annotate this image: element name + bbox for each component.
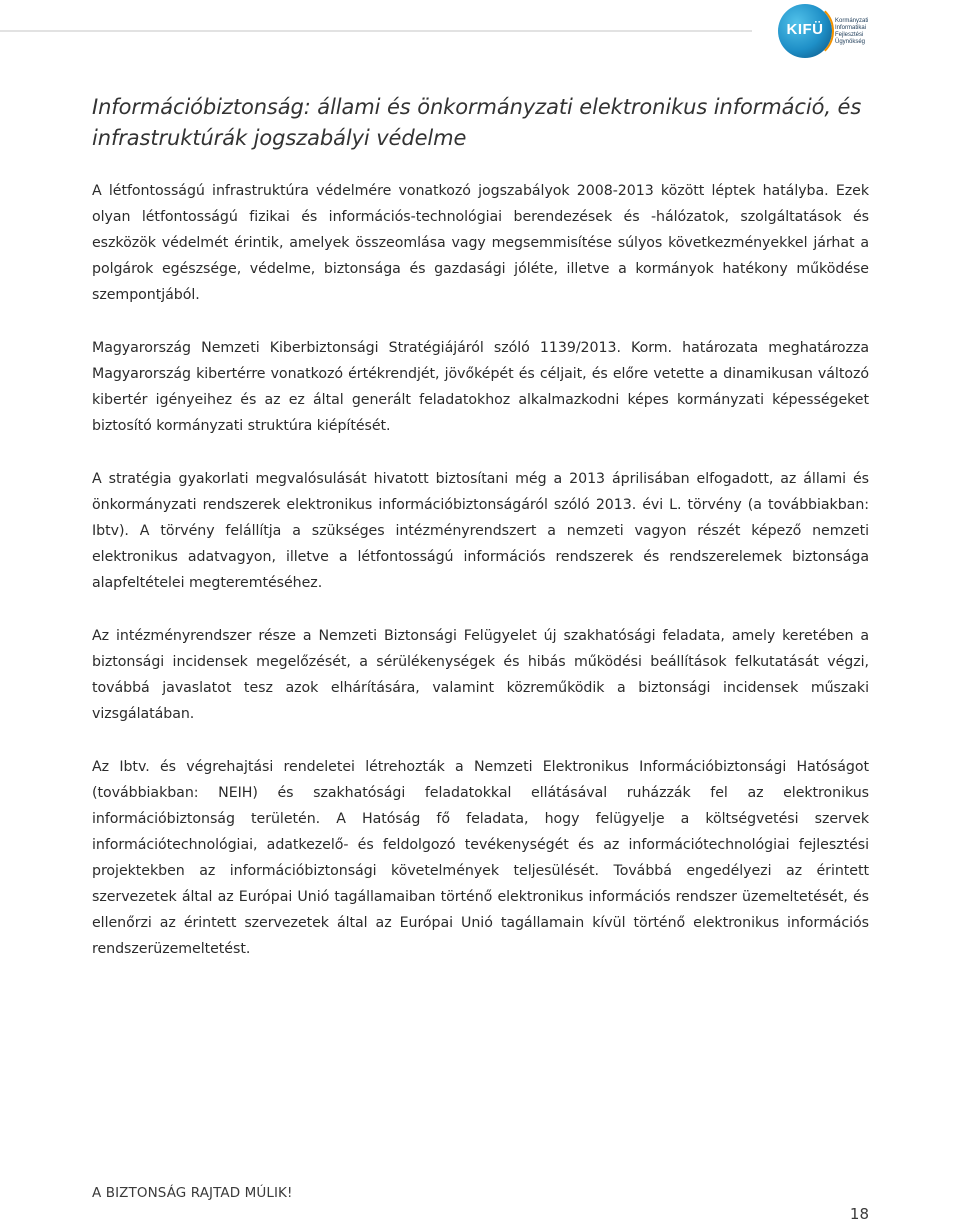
page-number: 18: [849, 1205, 869, 1223]
kifu-logo: [778, 4, 958, 60]
logo-line: Fejlesztési: [835, 32, 864, 38]
paragraph: Magyarország Nemzeti Kiberbiztonsági Stratégiájáról szóló 1139/2013. Korm. határozata meghatározza Magyarország kibertérre vonatkozó értékrendjét, jövőképét és céljait, és előre vetette a dinamikusan változó kibertér igényeihez és az ez által generált feladatokhoz alkalmazkodni képes kormányzati képességeket biztosító kormányzati struktúra kiépítését.: [92, 340, 869, 434]
paragraph: Az intézményrendszer része a Nemzeti Biztonsági Felügyelet új szakhatósági feladata, amely keretében a biztonsági incidensek megelőzését, a sérülékenységek és hibás működési beállítások felkutatását végzi, továbbá javaslatot tesz azok elhárítására, valamint közreműködik a biztonsági incidensek műszaki vizsgálatában.: [92, 628, 869, 722]
logo-line: Ügynökség: [835, 39, 866, 45]
logo-agency-name: [835, 18, 868, 46]
paragraph: A stratégia gyakorlati megvalósulását hivatott biztosítani még a 2013 áprilisában elfogadott, az állami és önkormányzati rendszerek elektronikus információbiztonságáról szóló 2013. évi L. törvény (a továbbiakban: Ibtv). A törvény felállítja a szükséges intézményrendszert a nemzeti vagyon részét képező nemzeti elektronikus adatvagyon, illetve a létfontosságú információs rendszerek és rendszerelemek biztonsága alapfeltételei megteremtéséhez.: [92, 471, 869, 591]
logo-line: Informatikai: [835, 25, 867, 31]
article: [92, 92, 869, 962]
paragraph: A létfontosságú infrastruktúra védelmére vonatkozó jogszabályok 2008-2013 között léptek hatályba. Ezek olyan létfontosságú fizikai és információs-technológiai berendezések és -hálózatok, szolgáltatások és eszközök védelmét érintik, amelyek összeomlása vagy megsemmisítése súlyos következményekkel járhat a polgárok egészsége, védelme, biztonsága és gazdasági jóléte, illetve a kormányok hatékony működése szempontjából.: [92, 183, 869, 303]
article-title: Információbiztonság: állami és önkormányzati elektronikus információ, és infrastruktúrák jogszabályi védelme: [92, 95, 862, 150]
paragraph: Az Ibtv. és végrehajtási rendeletei létrehozták a Nemzeti Elektronikus Információbiztonsági Hatóságot (továbbiakban: NEIH) és szakhatósági feladatokkal ellátásával ruházzák fel az elektronikus információbiztonság területén. A Hatóság fő feladata, hogy felügyelje a költségvetési szervek információtechnológiai, adatkezelő- és feldolgozó tevékenységét és az információtechnológiai fejlesztési projektekben az információbiztonsági követelmények teljesülését. Továbbá engedélyezi az érintett szervezetek által az Európai Unió tagállamaiban történő elektronikus információs rendszer üzemeltetését, és ellenőrzi az érintett szervezetek által az Európai Unió tagállamain kívül történő elektronikus információs rendszerüzemeltetést.: [92, 759, 869, 957]
header-rule: [0, 30, 752, 32]
logo-line: Kormányzati: [835, 18, 869, 24]
footer-slogan: A BIZTONSÁG RAJTAD MÚLIK!: [92, 1185, 293, 1201]
logo-mark: KIFÜ: [786, 21, 824, 38]
